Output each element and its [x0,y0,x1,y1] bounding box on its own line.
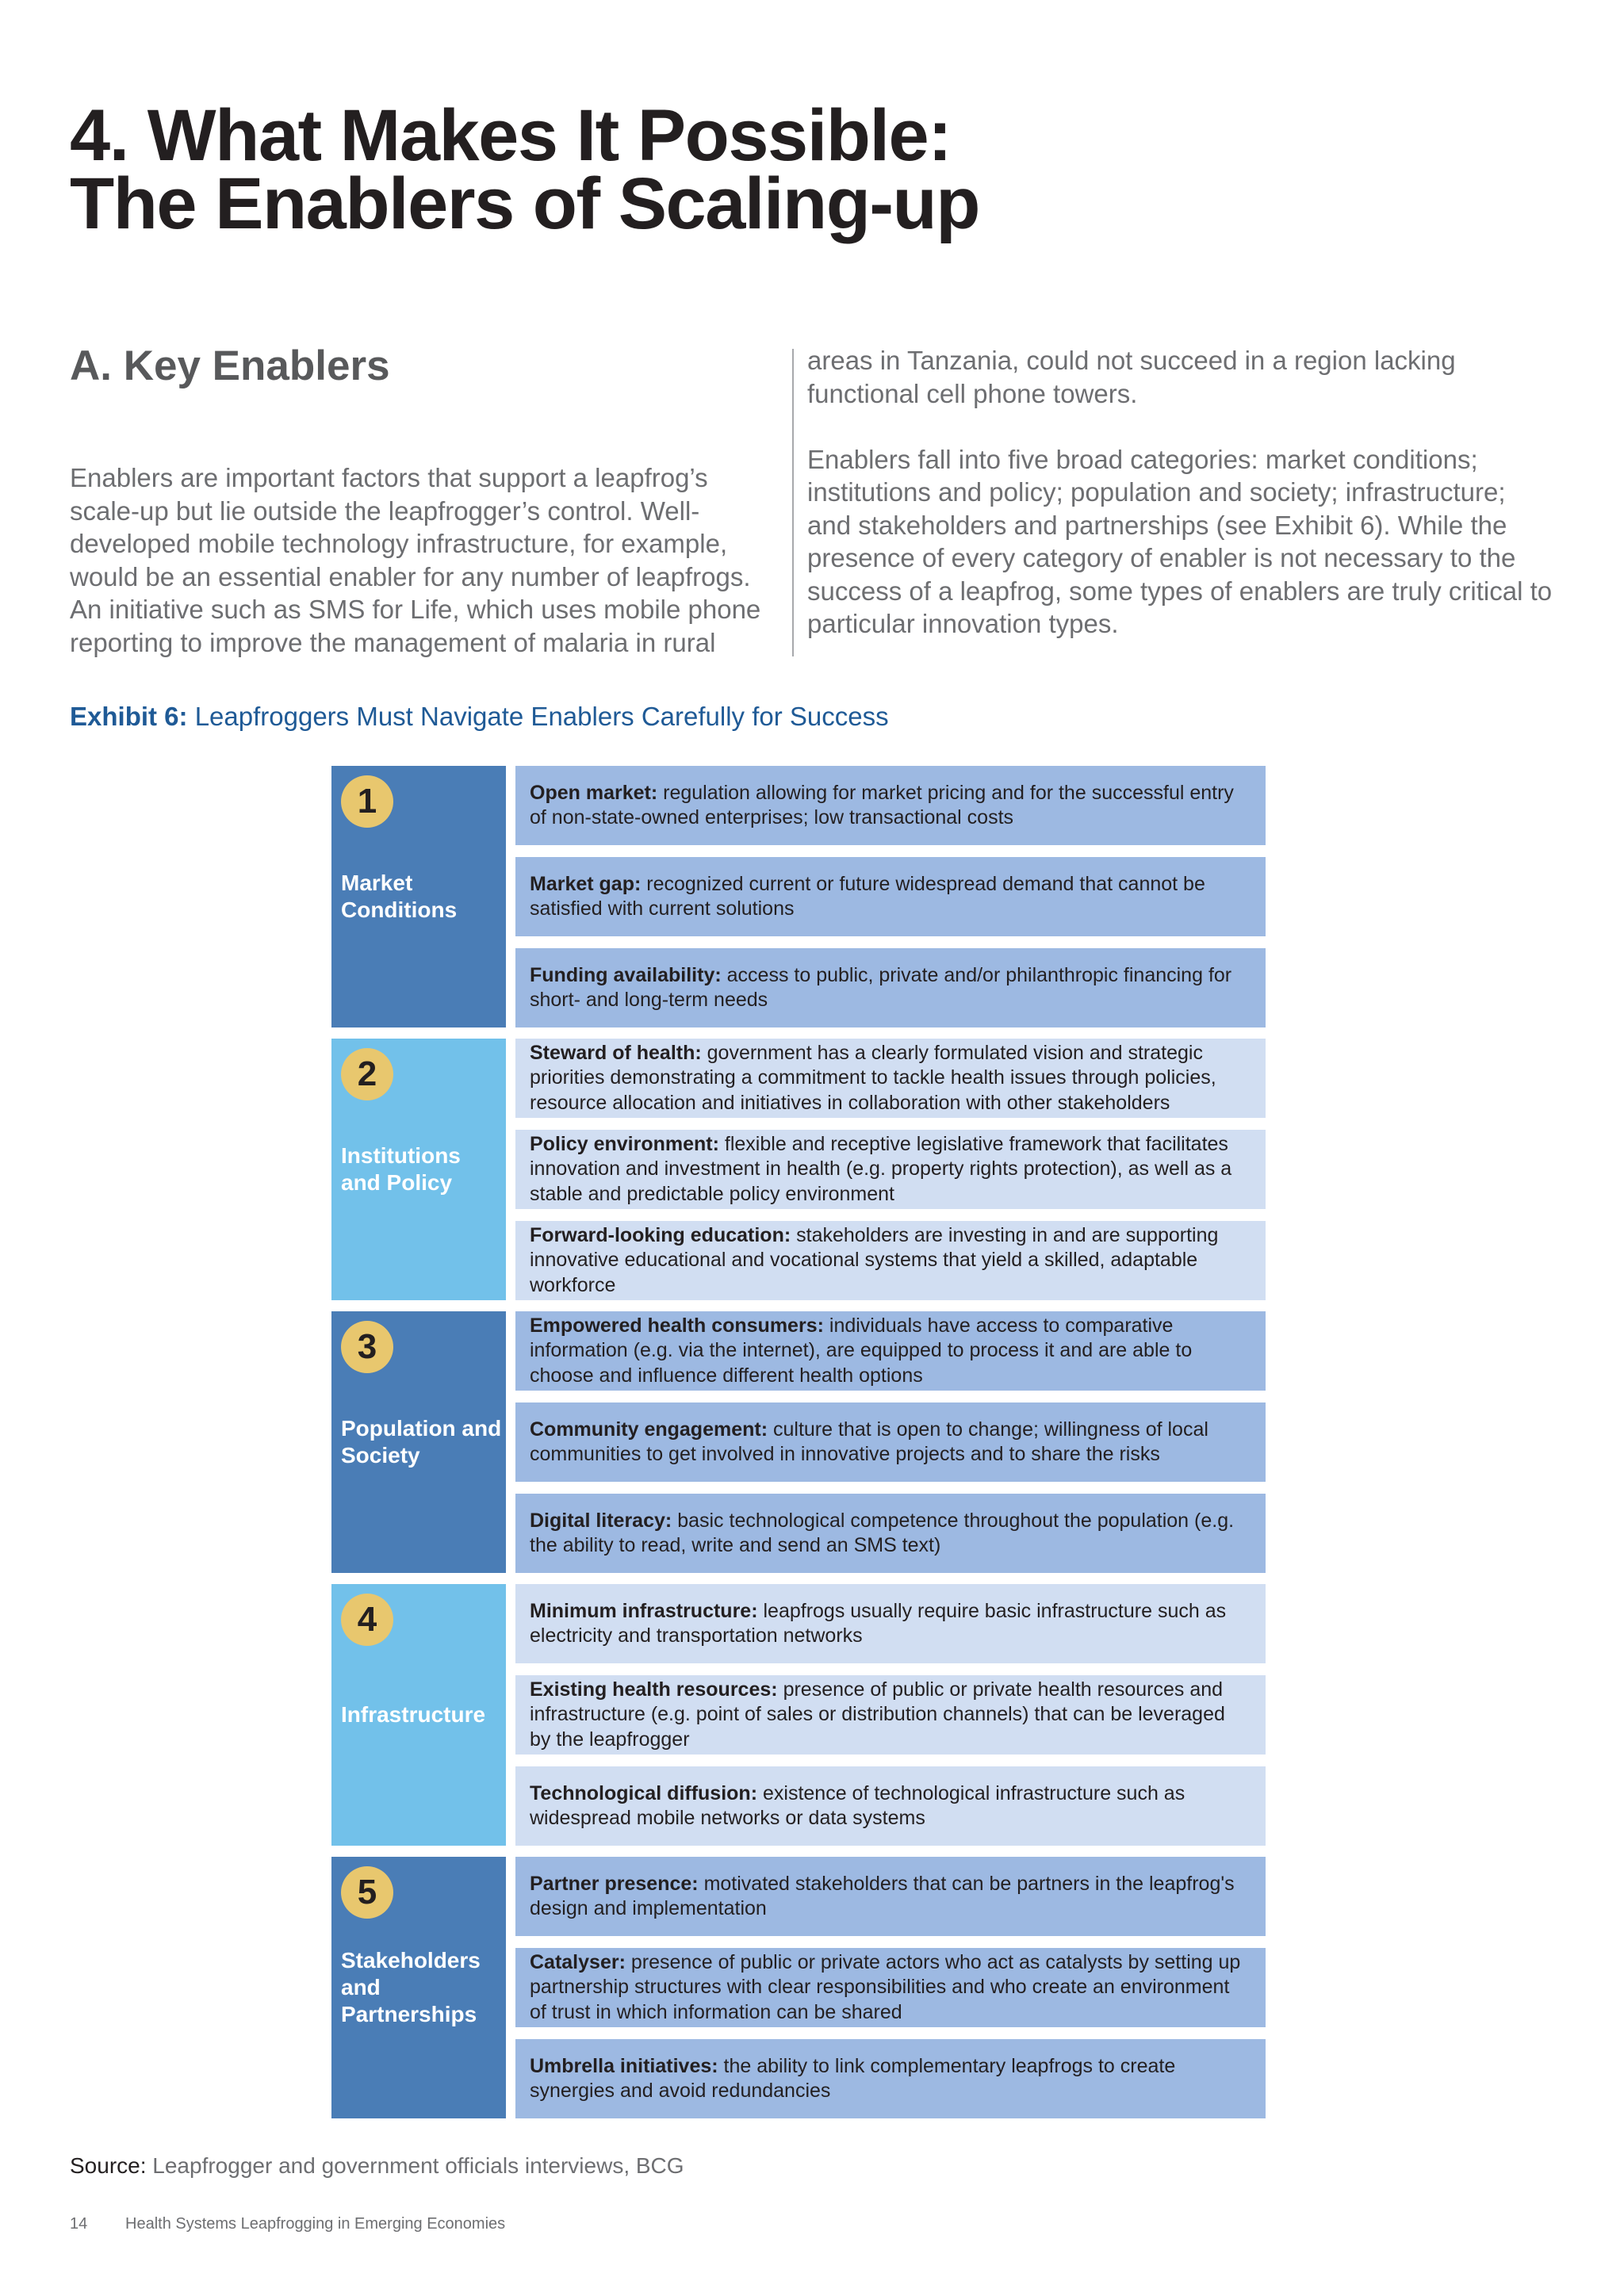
group-number-badge: 2 [341,1048,393,1100]
exhibit-title [70,699,889,734]
page-footer [70,2214,505,2234]
group-name: Infrastructure [341,1702,486,1727]
enabler-item [515,1221,1266,1300]
group-number-badge: 4 [341,1594,393,1646]
enabler-term: Open market: [530,781,658,804]
enabler-term: Forward-looking education: [530,1223,791,1246]
enabler-description: basic technological competence throughout the population (e.g. the ability to read, write and send an SMS text) [530,1509,1235,1556]
enabler-term: Umbrella initiatives: [530,2054,718,2077]
enabler-description: stakeholders are investing in and are supporting innovative educational and vocational systems that yield a skilled, adaptable workforce [530,1223,1219,1296]
enabler-description: motivated stakeholders that can be partners in the leapfrog's design and implementation [530,1872,1235,1919]
column-divider [792,349,794,656]
group-number-badge: 3 [341,1321,393,1373]
group-label-panel [331,766,506,1027]
body-right-paragraph-2: Enablers fall into five broad categories: market conditions; institutions and policy; population and society; infrastructure; and stakeholders and partnerships (see Exhibit 6). While the presence of every category of enabler is not necessary to the success of a leapfrog, some types of enablers are truly critical to particular innovation types. [807,444,1553,638]
enabler-term: Steward of health: [530,1041,702,1064]
group-name: Population and Society [341,1416,502,1468]
group-number-badge: 5 [341,1866,393,1919]
enabler-item [515,1494,1266,1573]
enabler-description: recognized current or future widespread demand that cannot be satisfied with current solutions [530,872,1205,920]
body-right-paragraph-1: areas in Tanzania, could not succeed in a region lacking functional cell phone towers. [807,346,1456,408]
body-left-column: Enablers are important factors that support a leapfrog’s scale-up but lie outside the leapfrogger’s control. Well-developed mobile technology infrastructure, for example, would be an essential enabler for any number of leapfrogs. An initiative such as SMS for Life, which uses mobile phone reporting to improve the management of malaria in rural [70,463,761,657]
source-label: Source: [70,2153,147,2178]
enablers-exhibit [331,766,1266,2114]
group-label-panel [331,1584,506,1846]
group-items [515,1039,1266,1300]
enabler-item [515,857,1266,936]
exhibit-caption: Leapfroggers Must Navigate Enablers Carefully for Success [194,702,889,731]
enabler-term: Market gap: [530,872,642,895]
enabler-description: government has a clearly formulated vision and strategic priorities demonstrating a commitment to tackle health issues through policies, resource allocation and initiatives in collaboration with other stakeholders [530,1041,1216,1114]
enabler-term: Existing health resources: [530,1678,778,1701]
enabler-description: the ability to link complementary leapfrogs to create synergies and avoid redundancies [530,2054,1176,2102]
enabler-item [515,1311,1266,1391]
enabler-item [515,1766,1266,1846]
section-heading: A. Key Enablers [70,342,390,389]
enabler-description: culture that is open to change; willingness of local communities to get involved in innovative projects and to share the risks [530,1418,1208,1465]
enabler-item [515,1130,1266,1209]
enabler-description: presence of public or private actors who act as catalysts by setting up partnership structures with clear responsibilities and who create an environment of trust in which information can be shared [530,1950,1241,2023]
enabler-description: existence of technological infrastructure such as widespread mobile networks or data systems [530,1781,1185,1829]
source-note [70,2152,684,2180]
enabler-group-population-and-society [331,1311,1266,1573]
enabler-description: leapfrogs usually require basic infrastructure such as electricity and transportation networks [530,1599,1227,1647]
enabler-term: Funding availability: [530,963,722,986]
group-label-panel [331,1311,506,1573]
enabler-group-market-conditions [331,766,1266,1027]
enabler-term: Empowered health consumers: [530,1314,824,1337]
group-items [515,766,1266,1027]
page-number: 14 [70,2215,88,2233]
enabler-item [515,948,1266,1027]
enabler-group-institutions-and-policy [331,1039,1266,1300]
enabler-term: Catalyser: [530,1950,626,1973]
page-title-line-1: 4. What Makes It Possible: [70,95,952,176]
enabler-item [515,1039,1266,1118]
group-items [515,1311,1266,1573]
group-label-panel [331,1857,506,2118]
group-items [515,1584,1266,1846]
group-name: Stakeholders and Partnerships [341,1948,481,2026]
enabler-item [515,1857,1266,1936]
enabler-description: regulation allowing for market pricing and for the successful entry of non-state-owned enterprises; low transactional costs [530,781,1234,828]
page-title [70,95,1339,244]
enabler-term: Technological diffusion: [530,1781,758,1804]
enabler-description: access to public, private and/or philanthropic financing for short- and long-term needs [530,963,1232,1011]
enabler-description: flexible and receptive legislative framework that facilitates innovation and investment in health (e.g. property rights protection), as well as a stable and predictable policy environment [530,1132,1232,1205]
report-title: Health Systems Leapfrogging in Emerging Economies [125,2215,506,2233]
enabler-term: Policy environment: [530,1132,719,1155]
exhibit-label: Exhibit 6: [70,702,188,731]
body-right-column [807,344,1553,673]
group-items [515,1857,1266,2118]
enabler-item [515,1584,1266,1663]
enabler-group-infrastructure [331,1584,1266,1846]
enabler-item [515,1948,1266,2027]
enabler-description: individuals have access to comparative information (e.g. via the internet), are equipped to process it and are able to choose and influence different health options [530,1314,1193,1387]
enabler-item [515,1402,1266,1482]
group-number-badge: 1 [341,775,393,828]
enabler-item [515,2039,1266,2118]
enabler-description: presence of public or private health resources and infrastructure (e.g. point of sales or distribution channels) that can be leveraged by the leapfrogger [530,1678,1225,1751]
enabler-item [515,1675,1266,1755]
enabler-term: Community engagement: [530,1418,768,1441]
enabler-term: Partner presence: [530,1872,699,1895]
enabler-term: Minimum infrastructure: [530,1599,758,1622]
group-label-panel [331,1039,506,1300]
enabler-item [515,766,1266,845]
source-text: Leapfrogger and government officials interviews, BCG [152,2153,684,2178]
page-title-line-2: The Enablers of Scaling-up [70,163,979,244]
enabler-term: Digital literacy: [530,1509,672,1532]
group-name: Market Conditions [341,871,458,922]
group-name: Institutions and Policy [341,1143,461,1195]
enabler-group-stakeholders-and-partnerships [331,1857,1266,2118]
